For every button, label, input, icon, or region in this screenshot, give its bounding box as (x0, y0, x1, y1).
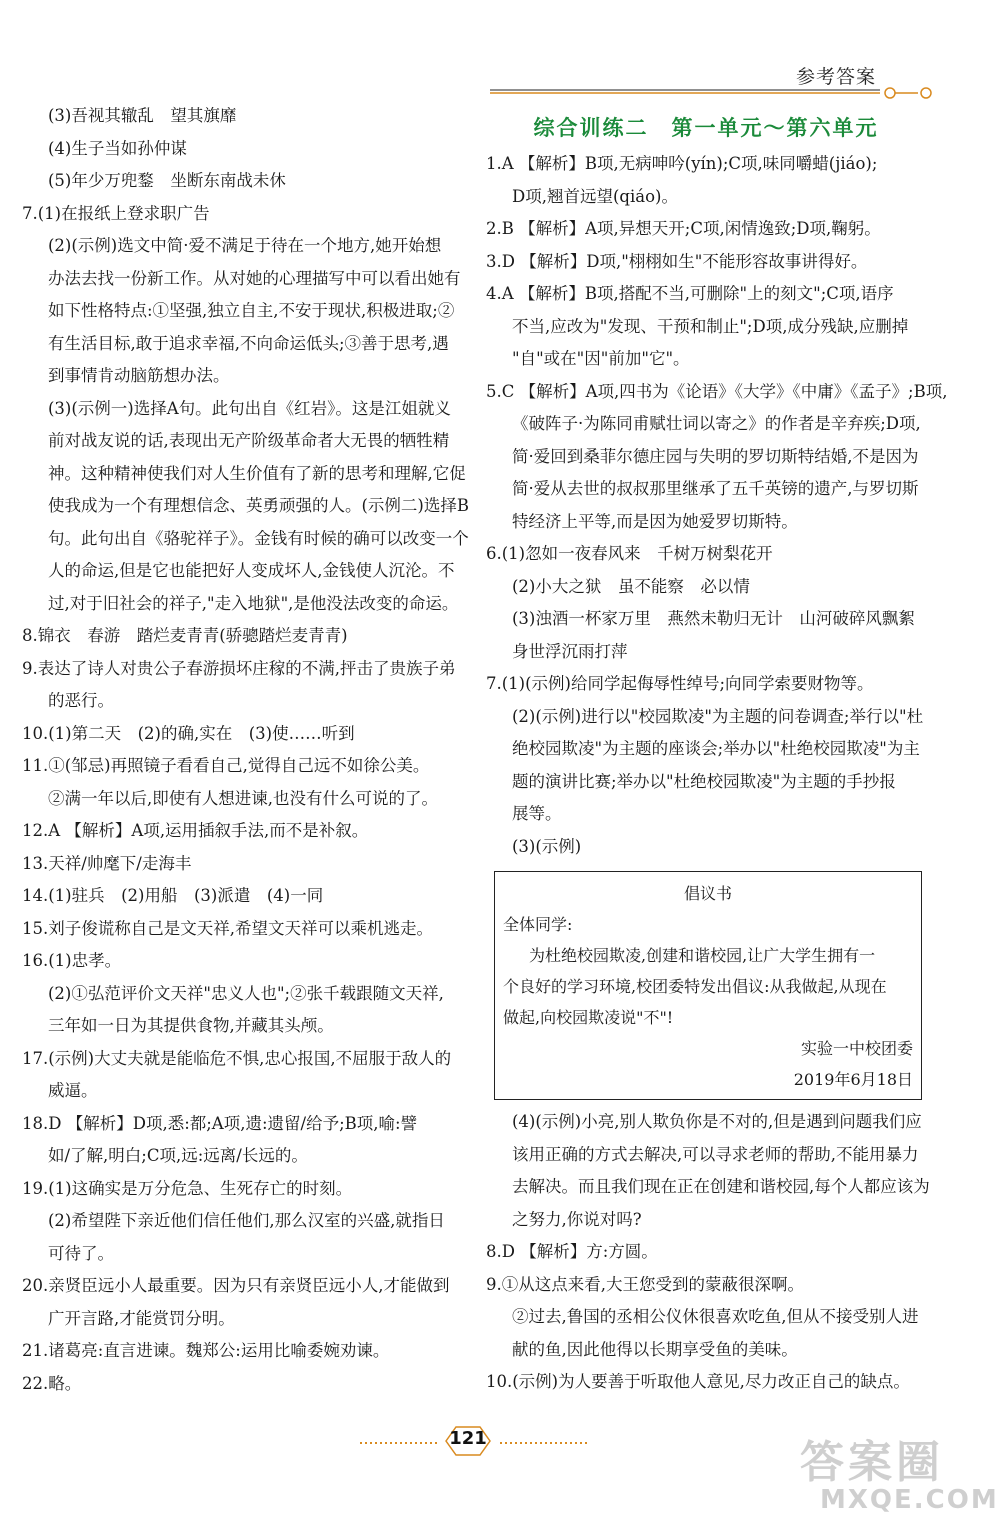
answer-line: ②过去,鲁国的丞相公仪休很喜欢吃鱼,但从不接受别人进 (512, 1307, 919, 1326)
answer-line: (3)(示例) (512, 836, 582, 856)
answer-line: 20.亲贤臣远小人最重要。因为只有亲贤臣远小人,才能做到 (22, 1276, 450, 1295)
answer-line: 8.锦衣 春游 踏烂麦青青(骄骢踏烂麦青青) (22, 626, 348, 645)
answer-line: 6.(1)忽如一夜春风来 千树万树梨花开 (486, 544, 773, 563)
answer-line: 神。这种精神使我们对人生价值有了新的思考和理解,它促 (48, 463, 466, 483)
answer-line: 1.A 【解析】B项,无病呻吟(yín);C项,味同嚼蜡(jiáo); (486, 154, 878, 173)
proposal-body-line: 为杜绝校园欺凌,创建和谐校园,让广大学生拥有一 (529, 946, 876, 965)
answer-line: 7.(1)(示例)给同学起侮辱性绰号;向同学索要财物等。 (486, 674, 874, 693)
answer-line: 14.(1)驻兵 (2)用船 (3)派遣 (4)一同 (22, 886, 324, 905)
answer-line: (2)小大之狱 虽不能察 必以情 (512, 576, 750, 596)
answer-line: "自"或在"因"前加"它"。 (512, 349, 690, 368)
left-answer-column (22, 100, 469, 1400)
answer-line: 12.A 【解析】A项,运用插叙手法,而不是补叙。 (22, 821, 369, 840)
answer-line: 8.D 【解析】方:方圆。 (486, 1242, 658, 1261)
answer-line: 该用正确的方式去解决,可以寻求老师的帮助,不能用暴力 (512, 1144, 919, 1164)
answer-line: 15.刘子俊谎称自己是文天祥,希望文天祥可以乘机逃走。 (22, 918, 433, 938)
answer-line: 句。此句出自《骆驼祥子》。金钱有时候的确可以改变一个 (48, 528, 469, 548)
answer-line: (4)(示例)小亮,别人欺负你是不对的,但是遇到问题我们应 (512, 1112, 922, 1131)
answer-line: (3)(示例一)选择A句。此句出自《红岩》。这是江姐就义 (48, 398, 451, 418)
answer-line: 5.C 【解析】A项,四书为《论语》《大学》《中庸》《孟子》;B项, (486, 381, 948, 401)
watermark-text: 答案圈 (800, 1437, 944, 1488)
answer-line: 之努力,你说对吗? (512, 1209, 642, 1229)
answer-line: 办法去找一份新工作。从对她的心理描写中可以看出她有 (48, 268, 461, 288)
answer-line: 到事情肯动脑筋想办法。 (48, 366, 230, 385)
answer-line: 不当,应改为"发现、干预和制止";D项,成分残缺,应删掉 (512, 316, 909, 336)
answer-line: 10.(示例)为人要善于听取他人意见,尽力改正自己的缺点。 (486, 1372, 910, 1391)
answer-line: (3)吾视其辙乱 望其旗靡 (48, 106, 237, 125)
answer-line: 19.(1)这确实是万分危急、生死存亡的时刻。 (22, 1178, 353, 1198)
answer-line: 22.略。 (22, 1373, 82, 1393)
answer-line: 16.(1)忠孝。 (22, 951, 122, 970)
answer-line: (3)浊酒一杯家万里 燕然未勒归无计 山河破碎风飘絮 (512, 609, 915, 628)
answer-line: 18.D 【解析】D项,悉:都;A项,遗:遗留/给予;B项,喻:譬 (22, 1113, 418, 1133)
answer-line: 广开言路,才能赏罚分明。 (48, 1308, 235, 1328)
answer-line: (5)年少万兜鍪 坐断东南战未休 (48, 171, 286, 190)
answer-line: 2.B 【解析】A项,异想天开;C项,闲情逸致;D项,鞠躬。 (486, 219, 881, 238)
answer-line: 如/了解,明白;C项,远:远离/长远的。 (48, 1146, 308, 1165)
answer-line: 《破阵子·为陈同甫赋壮词以寄之》的作者是辛弃疾;D项, (512, 414, 921, 433)
answer-line: ②满一年以后,即使有人想进谏,也没有什么可说的了。 (48, 788, 438, 808)
answer-line: 3.D 【解析】D项,"栩栩如生"不能形容故事讲得好。 (486, 251, 868, 271)
proposal-greeting: 全体同学: (503, 915, 573, 934)
answer-line: 如下性格特点:①坚强,独立自主,不安于现状,积极进取;② (48, 301, 455, 320)
answer-line: 过,对于旧社会的祥子,"走入地狱",是他没法改变的命运。 (48, 593, 459, 613)
answer-line: 使我成为一个有理想信念、英勇顽强的人。(示例二)选择B (48, 496, 469, 515)
answer-line: 人的命运,但是它也能把好人变成坏人,金钱使人沉沦。不 (48, 561, 455, 580)
answer-line: 献的鱼,因此他得以长期享受鱼的美味。 (512, 1339, 798, 1359)
answer-line: (2)(示例)进行以"校园欺凌"为主题的问卷调查;举行以"杜 (512, 706, 924, 726)
answer-line: 11.①(邹忌)再照镜子看看自己,觉得自己远不如徐公美。 (22, 756, 430, 775)
answer-line: 绝校园欺凌"为主题的座谈会;举办以"杜绝校园欺凌"为主 (512, 739, 920, 758)
answer-line: (4)生子当如孙仲谋 (48, 138, 187, 158)
right-answer-column (486, 100, 948, 1399)
answer-line: 有生活目标,敢于追求幸福,不向命运低头;③善于思考,遇 (48, 333, 449, 353)
proposal-title: 倡议书 (683, 884, 732, 903)
answer-line: 17.(示例)大丈夫就是能临危不惧,忠心报国,不屈服于敌人的 (22, 1048, 452, 1068)
section-title: 综合训练二 第一单元～第六单元 (533, 116, 879, 140)
answer-line: (2)希望陛下亲近他们信任他们,那么汉室的兴盛,就指日 (48, 1211, 445, 1230)
watermark-logo (800, 1437, 999, 1515)
answer-line: 7.(1)在报纸上登求职广告 (22, 203, 210, 223)
answer-line: 前对战友说的话,表现出无产阶级革命者大无畏的牺牲精 (48, 431, 450, 450)
answer-line: 21.诸葛亮:直言进谏。魏郑公:运用比喻委婉劝谏。 (22, 1341, 390, 1360)
proposal-date: 2019年6月18日 (793, 1070, 913, 1089)
answer-line: 展等。 (512, 804, 562, 823)
answer-line: 简·爱从去世的叔叔那里继承了五千英镑的遗产,与罗切斯 (512, 479, 919, 498)
right-lines-before-box (486, 148, 948, 863)
answer-line: 身世浮沉雨打萍 (512, 641, 628, 661)
proposal-letter-box (494, 871, 922, 1100)
page-header-label: 参考答案 (796, 66, 877, 88)
answer-line: 9.表达了诗人对贵公子春游损坏庄稼的不满,抨击了贵族子弟 (22, 658, 456, 678)
answer-line: 10.(1)第二天 (2)的确,实在 (3)使……听到 (22, 723, 355, 743)
answer-line: 三年如一日为其提供食物,并藏其头颅。 (48, 1016, 334, 1035)
answer-line: 的恶行。 (48, 691, 114, 710)
answer-line: 题的演讲比赛;举办以"杜绝校园欺凌"为主题的手抄报 (512, 771, 896, 791)
answer-line: 特经济上平等,而是因为她爱罗切斯特。 (512, 511, 798, 531)
answer-line: 可待了。 (48, 1243, 114, 1263)
answer-line: D项,翘首远望(qiáo)。 (512, 186, 678, 206)
proposal-body-line: 个良好的学习环境,校团委特发出倡议:从我做起,从现在 (503, 977, 887, 996)
page-number: 121 (449, 1428, 487, 1449)
right-lines-after-box (486, 1106, 930, 1399)
answer-line: 13.天祥/帅麾下/走海丰 (22, 853, 192, 873)
proposal-body-line: 做起,向校园欺凌说"不"! (503, 1008, 674, 1027)
answer-line: 9.①从这点来看,大王您受到的蒙蔽很深啊。 (486, 1274, 804, 1294)
answer-line: 威逼。 (48, 1081, 98, 1100)
proposal-signature: 实验一中校团委 (800, 1039, 913, 1058)
answer-line: 4.A 【解析】B项,搭配不当,可删除"上的刻文";C项,语序 (486, 284, 894, 303)
watermark-url: MXQE.COM (820, 1485, 999, 1515)
answer-line: (2)①弘范评价文天祥"忠义人也";②张千载跟随文天祥, (48, 983, 444, 1003)
answer-line: (2)(示例)选文中简·爱不满足于待在一个地方,她开始想 (48, 236, 442, 255)
answer-line: 简·爱回到桑菲尔德庄园与失明的罗切斯特结婚,不是因为 (512, 446, 919, 466)
answer-line: 去解决。而且我们现在正在创建和谐校园,每个人都应该为 (512, 1177, 930, 1196)
